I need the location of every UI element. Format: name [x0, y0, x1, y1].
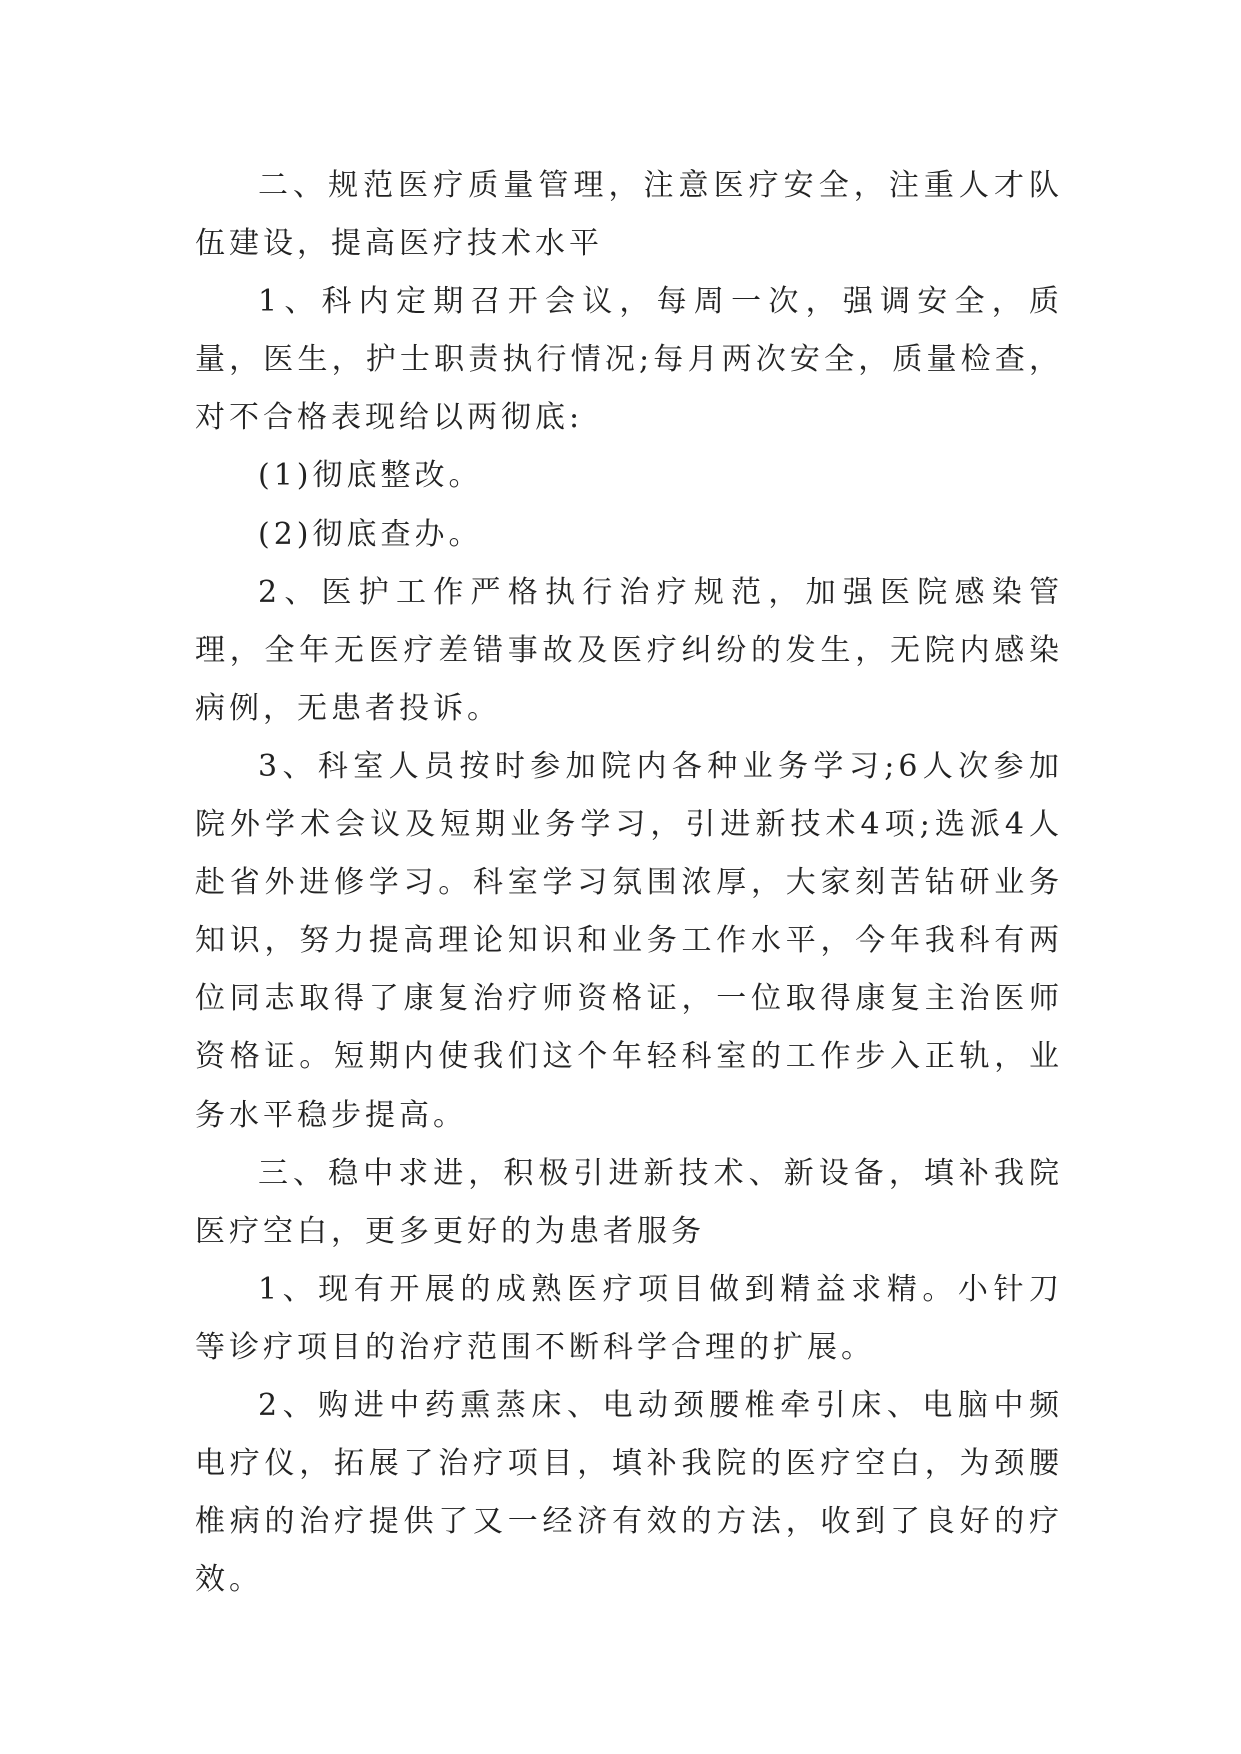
- section-heading-two: 二、规范医疗质量管理，注意医疗安全，注重人才队伍建设，提高医疗技术水平: [195, 168, 1063, 262]
- paragraph-item-3: 3、科室人员按时参加院内各种业务学习;6人次参加院外学术会议及短期业务学习，引进新技术4项;选派4人赴省外进修学习。科室学习氛围浓厚，大家刻苦钻研业务知识，努力提高理论知识和业务工作水平，今年我科有两位同志取得了康复治疗师资格证，一位取得康复主治医师资格证。短期内使我们这个年轻科室的工作步入正轨，业务水平稳步提高。: [195, 748, 1063, 1133]
- paragraph-subitem-2: (2)彻底查办。: [258, 516, 483, 552]
- paragraph-item-1: 1、科内定期召开会议，每周一次，强调安全，质量，医生，护士职责执行情况;每月两次安全，质量检查，对不合格表现给以两彻底:: [195, 284, 1063, 436]
- paragraph-subitem-1: (1)彻底整改。: [258, 458, 483, 494]
- paragraph-item-2: 2、医护工作严格执行治疗规范，加强医院感染管理，全年无医疗差错事故及医疗纠纷的发生，无院内感染病例，无患者投诉。: [195, 574, 1063, 726]
- paragraph-item-2-b: 2、购进中药熏蒸床、电动颈腰椎牵引床、电脑中频电疗仪，拓展了治疗项目，填补我院的医疗空白，为颈腰椎病的治疗提供了又一经济有效的方法，收到了良好的疗效。: [195, 1387, 1063, 1598]
- document-body: [195, 157, 1063, 1609]
- paragraph-item-1-b: 1、现有开展的成熟医疗项目做到精益求精。小针刀等诊疗项目的治疗范围不断科学合理的扩展。: [195, 1271, 1063, 1365]
- section-heading-three: 三、稳中求进，积极引进新技术、新设备，填补我院医疗空白，更多更好的为患者服务: [195, 1155, 1063, 1249]
